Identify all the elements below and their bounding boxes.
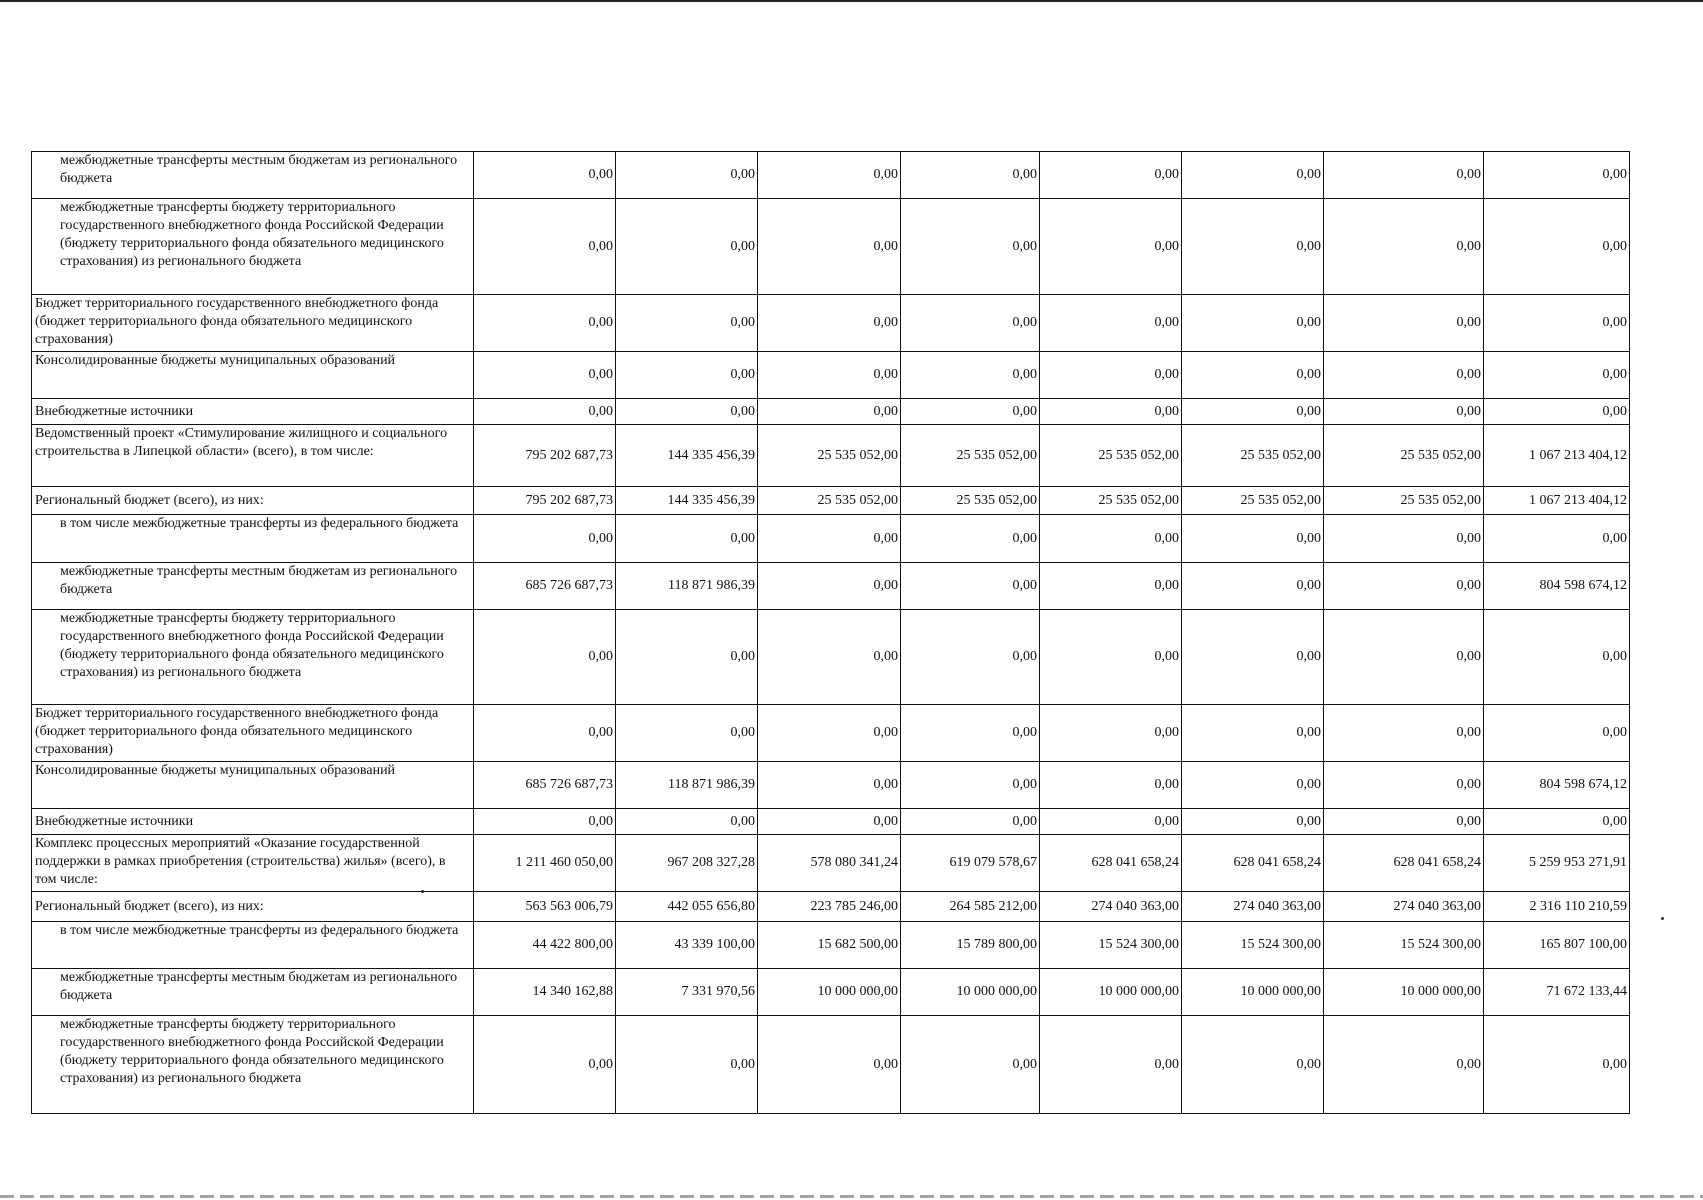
value-cell: 0,00 [1484,1016,1630,1114]
value-cell: 0,00 [616,352,758,399]
value-cell: 0,00 [1484,352,1630,399]
value-cell: 0,00 [1484,610,1630,705]
value-cell: 44 422 800,00 [474,922,616,969]
value-cell: 1 067 213 404,12 [1484,425,1630,487]
value-cell: 1 211 460 050,00 [474,835,616,892]
value-cell: 7 331 970,56 [616,969,758,1016]
value-cell: 0,00 [901,705,1040,762]
table-row [32,352,1630,399]
value-cell: 0,00 [616,152,758,199]
value-cell: 118 871 986,39 [616,762,758,809]
value-cell: 0,00 [1484,399,1630,425]
value-cell: 0,00 [758,152,901,199]
value-cell: 25 535 052,00 [901,487,1040,515]
value-cell: 25 535 052,00 [758,487,901,515]
value-cell: 0,00 [1040,295,1182,352]
value-cell: 0,00 [1040,1016,1182,1114]
value-cell: 0,00 [474,809,616,835]
value-cell: 0,00 [616,610,758,705]
value-cell: 0,00 [758,610,901,705]
value-cell: 0,00 [758,515,901,563]
value-cell: 0,00 [1040,809,1182,835]
value-cell: 25 535 052,00 [1040,487,1182,515]
value-cell: 0,00 [1324,1016,1484,1114]
table-row [32,487,1630,515]
value-cell: 0,00 [616,295,758,352]
value-cell: 0,00 [1040,705,1182,762]
table-row [32,762,1630,809]
value-cell: 0,00 [901,199,1040,295]
value-cell: 0,00 [1040,762,1182,809]
value-cell: 0,00 [1182,399,1324,425]
row-label: Внебюджетные источники [32,399,474,425]
value-cell: 0,00 [1182,352,1324,399]
value-cell: 0,00 [616,515,758,563]
value-cell: 0,00 [1182,152,1324,199]
value-cell: 0,00 [616,705,758,762]
scan-top-edge [0,0,1703,2]
value-cell: 628 041 658,24 [1182,835,1324,892]
value-cell: 619 079 578,67 [901,835,1040,892]
value-cell: 223 785 246,00 [758,892,901,922]
value-cell: 0,00 [474,399,616,425]
value-cell: 0,00 [1040,563,1182,610]
value-cell: 274 040 363,00 [1040,892,1182,922]
value-cell: 0,00 [474,295,616,352]
value-cell: 0,00 [1182,762,1324,809]
value-cell: 0,00 [758,705,901,762]
value-cell: 15 524 300,00 [1040,922,1182,969]
row-label: межбюджетные трансферты бюджету территориального государственного внебюджетного фонда Российской Федерации (бюджету территориального фонда обязательного медицинского страхования) из регионального бюджета [32,199,474,295]
value-cell: 0,00 [1484,809,1630,835]
table-row [32,563,1630,610]
table-row [32,199,1630,295]
value-cell: 0,00 [1324,563,1484,610]
value-cell: 5 259 953 271,91 [1484,835,1630,892]
value-cell: 118 871 986,39 [616,563,758,610]
value-cell: 0,00 [616,1016,758,1114]
value-cell: 0,00 [901,610,1040,705]
value-cell: 25 535 052,00 [758,425,901,487]
value-cell: 0,00 [1182,610,1324,705]
value-cell: 0,00 [1324,610,1484,705]
value-cell: 0,00 [1182,1016,1324,1114]
value-cell: 0,00 [901,152,1040,199]
value-cell: 0,00 [901,399,1040,425]
value-cell: 0,00 [1484,705,1630,762]
value-cell: 0,00 [1182,705,1324,762]
value-cell: 0,00 [1324,762,1484,809]
value-cell: 25 535 052,00 [1324,425,1484,487]
value-cell: 0,00 [1040,610,1182,705]
row-label: Консолидированные бюджеты муниципальных образований [32,352,474,399]
table-row [32,425,1630,487]
value-cell: 685 726 687,73 [474,563,616,610]
value-cell: 0,00 [474,610,616,705]
value-cell: 0,00 [1182,295,1324,352]
value-cell: 0,00 [1040,152,1182,199]
value-cell: 10 000 000,00 [1040,969,1182,1016]
row-label: межбюджетные трансферты местным бюджетам из регионального бюджета [32,152,474,199]
value-cell: 0,00 [1324,515,1484,563]
table-row [32,922,1630,969]
row-label: межбюджетные трансферты бюджету территориального государственного внебюджетного фонда Российской Федерации (бюджету территориального фонда обязательного медицинского страхования) из регионального бюджета [32,1016,474,1114]
value-cell: 0,00 [1484,515,1630,563]
value-cell: 0,00 [1040,199,1182,295]
value-cell: 967 208 327,28 [616,835,758,892]
value-cell: 264 585 212,00 [901,892,1040,922]
value-cell: 0,00 [474,515,616,563]
value-cell: 10 000 000,00 [1324,969,1484,1016]
value-cell: 0,00 [901,295,1040,352]
value-cell: 0,00 [758,295,901,352]
value-cell: 628 041 658,24 [1324,835,1484,892]
value-cell: 0,00 [758,399,901,425]
scan-speck [1661,917,1664,920]
table-row [32,152,1630,199]
value-cell: 0,00 [616,809,758,835]
row-label: Региональный бюджет (всего), из них: [32,487,474,515]
value-cell: 0,00 [474,199,616,295]
value-cell: 0,00 [1484,295,1630,352]
value-cell: 0,00 [901,352,1040,399]
budget-table [31,151,1630,1114]
value-cell: 0,00 [1324,809,1484,835]
value-cell: 43 339 100,00 [616,922,758,969]
value-cell: 25 535 052,00 [1040,425,1182,487]
value-cell: 0,00 [1182,515,1324,563]
table-row [32,515,1630,563]
table-row [32,610,1630,705]
value-cell: 0,00 [1182,809,1324,835]
value-cell: 0,00 [758,762,901,809]
budget-table-body [32,152,1630,1114]
value-cell: 0,00 [1182,563,1324,610]
value-cell: 0,00 [1484,152,1630,199]
value-cell: 685 726 687,73 [474,762,616,809]
row-label: Бюджет территориального государственного внебюджетного фонда (бюджет территориального фонда обязательного медицинского страхования) [32,295,474,352]
value-cell: 25 535 052,00 [901,425,1040,487]
row-label: Ведомственный проект «Стимулирование жилищного и социального строительства в Липецкой области» (всего), в том числе: [32,425,474,487]
value-cell: 0,00 [901,762,1040,809]
value-cell: 563 563 006,79 [474,892,616,922]
value-cell: 0,00 [1040,399,1182,425]
row-label: в том числе межбюджетные трансферты из федерального бюджета [32,515,474,563]
table-row [32,399,1630,425]
value-cell: 274 040 363,00 [1324,892,1484,922]
table-row [32,835,1630,892]
table-row [32,705,1630,762]
value-cell: 165 807 100,00 [1484,922,1630,969]
value-cell: 0,00 [1182,199,1324,295]
value-cell: 144 335 456,39 [616,425,758,487]
value-cell: 15 524 300,00 [1324,922,1484,969]
row-label: межбюджетные трансферты местным бюджетам из регионального бюджета [32,563,474,610]
value-cell: 15 524 300,00 [1182,922,1324,969]
value-cell: 0,00 [474,1016,616,1114]
value-cell: 0,00 [1040,515,1182,563]
value-cell: 628 041 658,24 [1040,835,1182,892]
value-cell: 0,00 [474,705,616,762]
value-cell: 0,00 [474,352,616,399]
value-cell: 10 000 000,00 [758,969,901,1016]
value-cell: 0,00 [1324,199,1484,295]
value-cell: 0,00 [1324,352,1484,399]
value-cell: 274 040 363,00 [1182,892,1324,922]
row-label: Комплекс процессных мероприятий «Оказание государственной поддержки в рамках приобретения (строительства) жилья» (всего), в том числе: [32,835,474,892]
value-cell: 25 535 052,00 [1182,425,1324,487]
value-cell: 0,00 [758,199,901,295]
table-row [32,1016,1630,1114]
value-cell: 0,00 [1484,199,1630,295]
row-label: Внебюджетные источники [32,809,474,835]
value-cell: 14 340 162,88 [474,969,616,1016]
value-cell: 2 316 110 210,59 [1484,892,1630,922]
table-row [32,295,1630,352]
row-label: Региональный бюджет (всего), из них: [32,892,474,922]
value-cell: 804 598 674,12 [1484,563,1630,610]
value-cell: 442 055 656,80 [616,892,758,922]
value-cell: 795 202 687,73 [474,425,616,487]
value-cell: 578 080 341,24 [758,835,901,892]
row-label: Консолидированные бюджеты муниципальных образований [32,762,474,809]
value-cell: 0,00 [901,515,1040,563]
value-cell: 0,00 [1324,705,1484,762]
value-cell: 0,00 [1324,295,1484,352]
value-cell: 10 000 000,00 [1182,969,1324,1016]
value-cell: 1 067 213 404,12 [1484,487,1630,515]
row-label: в том числе межбюджетные трансферты из федерального бюджета [32,922,474,969]
table-row [32,892,1630,922]
row-label: межбюджетные трансферты местным бюджетам из регионального бюджета [32,969,474,1016]
value-cell: 0,00 [758,1016,901,1114]
value-cell: 15 789 800,00 [901,922,1040,969]
value-cell: 0,00 [616,399,758,425]
value-cell: 71 672 133,44 [1484,969,1630,1016]
value-cell: 0,00 [1324,152,1484,199]
table-row [32,809,1630,835]
value-cell: 25 535 052,00 [1324,487,1484,515]
value-cell: 25 535 052,00 [1182,487,1324,515]
value-cell: 0,00 [758,352,901,399]
table-row [32,969,1630,1016]
value-cell: 10 000 000,00 [901,969,1040,1016]
value-cell: 0,00 [901,809,1040,835]
scan-bottom-edge [0,1195,1703,1198]
value-cell: 0,00 [758,563,901,610]
value-cell: 0,00 [901,1016,1040,1114]
value-cell: 0,00 [901,563,1040,610]
value-cell: 0,00 [1324,399,1484,425]
value-cell: 0,00 [616,199,758,295]
row-label: Бюджет территориального государственного внебюджетного фонда (бюджет территориального фонда обязательного медицинского страхования) [32,705,474,762]
value-cell: 144 335 456,39 [616,487,758,515]
value-cell: 15 682 500,00 [758,922,901,969]
value-cell: 795 202 687,73 [474,487,616,515]
row-label: межбюджетные трансферты бюджету территориального государственного внебюджетного фонда Российской Федерации (бюджету территориального фонда обязательного медицинского страхования) из регионального бюджета [32,610,474,705]
value-cell: 804 598 674,12 [1484,762,1630,809]
value-cell: 0,00 [474,152,616,199]
value-cell: 0,00 [758,809,901,835]
value-cell: 0,00 [1040,352,1182,399]
